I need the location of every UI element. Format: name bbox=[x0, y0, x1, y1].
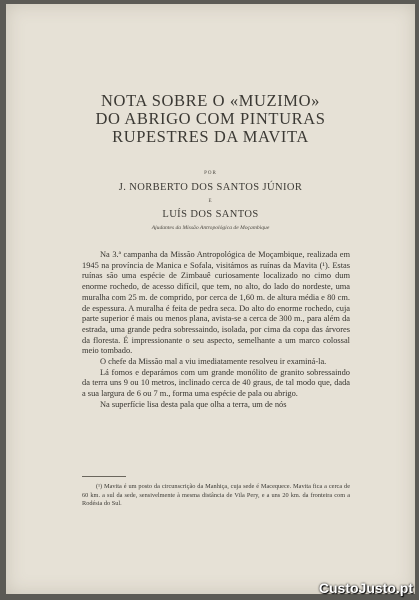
affiliation: Ajudantes da Missão Antropológica de Moçambique bbox=[151, 225, 270, 231]
paragraph: O chefe da Missão mal a viu imediatamente resolveu ir examiná-la. bbox=[100, 357, 327, 367]
title-line: NOTA SOBRE O «MUZIMO» bbox=[101, 91, 320, 110]
by-label: POR bbox=[204, 171, 217, 176]
body-text bbox=[82, 250, 350, 411]
paragraph: Na 3.ª campanha da Missão Antropológica de Moçambique, realizada em 1945 na província de Manica e Sofala, visitámos as ruínas da Mavita (¹). Estas ruínas são uma espécie de Zimbauê curiosamente localizado no cimo dum enorme rochedo, de acesso difícil, que tem, no alto, do lado do nordeste, uma muralha com 25 m. de comprido, por cerca de 1,60 m. de altura média e 80 cm. de espessura. A muralha é feita de pedra seca. Do alto do enorme rochedo, cuja parte superior é mais ou menos plana, avista-se a cerca de 300 m., para além da estrada, uma grande pedra sobressaindo, isolada, por cima da copa das árvores da floresta. É impressionante o seu aspecto, semelhante a um marco colossal meio tombado. bbox=[82, 250, 350, 356]
document-page bbox=[6, 4, 415, 594]
paragraph: Lá fomos e deparámos com um grande monólito de granito sobressaindo da terra uns 9 ou 10 metros, inclinado cerca de 40 graus, de tal modo que, dada a sua largura de 6 ou 7 m., forma uma espécie de pala ou abrigo. bbox=[82, 367, 350, 399]
title-line: RUPESTRES DA MAVITA bbox=[112, 127, 309, 146]
author-1: J. NORBERTO DOS SANTOS JÚNIOR bbox=[118, 182, 303, 193]
document-title bbox=[6, 92, 415, 146]
title-line: DO ABRIGO COM PINTURAS bbox=[95, 109, 326, 128]
author-2: LUÍS DOS SANTOS bbox=[162, 209, 259, 220]
watermark-logo: CustoJusto.pt bbox=[318, 580, 413, 596]
footnote: (¹) Mavita é um posto da circunscrição da Manhiça, cuja sede é Macequece. Mavita fica a cerca de 60 km. a sul da sede, sensivelmente à mesma distância de Vila Pery, e a uns 20 km. da fronteira com a Rodésia do Sul. bbox=[82, 483, 350, 508]
paragraph: Na superfície lisa desta pala que olha a terra, um de nós bbox=[100, 399, 287, 409]
footnote-divider bbox=[82, 476, 126, 477]
and-label: E bbox=[208, 199, 213, 204]
